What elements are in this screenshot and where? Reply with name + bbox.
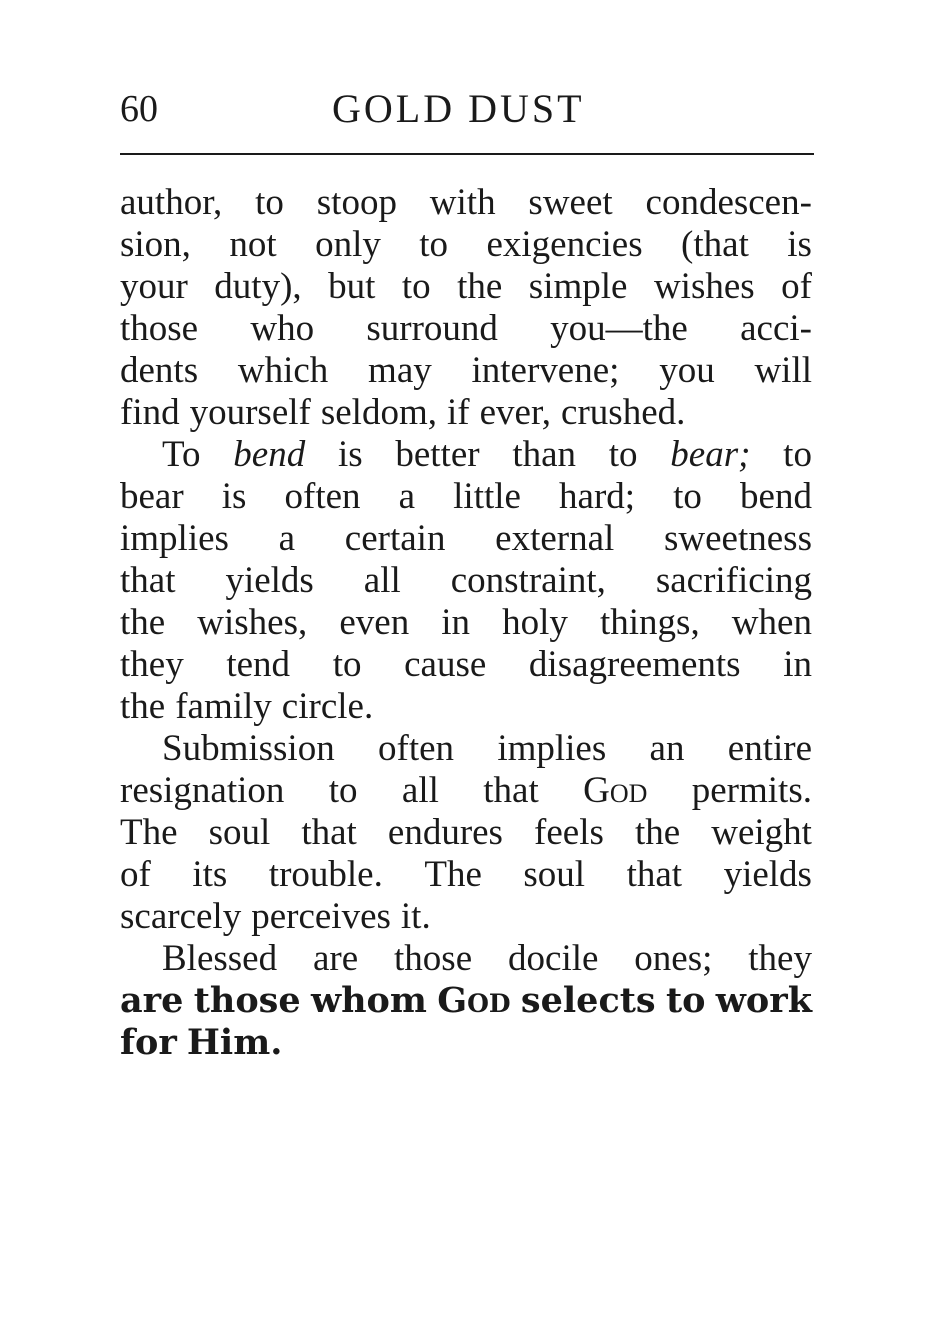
word: external [495, 518, 615, 559]
text-line [120, 980, 812, 1022]
word: stoop [316, 182, 397, 223]
word: permits. [691, 770, 812, 811]
word: resignation [120, 770, 285, 811]
word: exigencies [486, 224, 643, 265]
word: to [608, 434, 638, 475]
word: crushed. [561, 392, 686, 433]
text-line [120, 854, 812, 896]
word: even [339, 602, 410, 643]
word: family [175, 686, 272, 727]
word: yields [723, 854, 812, 895]
word: the [120, 602, 166, 643]
word: God [437, 980, 511, 1021]
word: often [284, 476, 361, 517]
word: scarcely [120, 896, 242, 937]
page-header [120, 84, 814, 134]
word: selects [520, 980, 656, 1021]
word: will [754, 350, 812, 391]
word: yourself [189, 392, 311, 433]
word: those [120, 308, 199, 349]
word: constraint, [450, 560, 606, 601]
word: that [120, 560, 176, 601]
body-text [120, 182, 812, 1064]
word: for [120, 1022, 177, 1063]
word: may [368, 350, 432, 391]
word: but [328, 266, 376, 307]
word: is [221, 476, 247, 517]
word: the [634, 812, 681, 853]
text-line [120, 770, 812, 812]
word: feels [534, 812, 604, 853]
word: ever, [479, 392, 552, 433]
word: than [512, 434, 577, 475]
word: an [649, 728, 685, 769]
word: holy [502, 602, 568, 643]
word: you—the [550, 308, 688, 349]
word: To [162, 434, 201, 475]
word: find [120, 392, 180, 433]
word: implies [120, 518, 229, 559]
word: soul [523, 854, 586, 895]
word: not [229, 224, 277, 265]
word: are [312, 938, 359, 979]
word: that [626, 854, 683, 895]
word: the [120, 686, 166, 727]
word: only [315, 224, 381, 265]
word: often [378, 728, 455, 769]
word: whom [310, 980, 427, 1021]
word: to [783, 434, 812, 475]
word: things, [600, 602, 700, 643]
text-line [120, 476, 812, 518]
word: Him. [186, 1022, 283, 1063]
word: in [783, 644, 812, 685]
word: that [483, 770, 539, 811]
word: they [120, 644, 184, 685]
word: acci- [740, 308, 812, 349]
word: wishes, [197, 602, 308, 643]
word: those [193, 980, 301, 1021]
word: little [453, 476, 521, 517]
word: sweet [528, 182, 613, 223]
word: to [401, 266, 431, 307]
word: cause [404, 644, 487, 685]
word: in [441, 602, 471, 643]
word: soul [208, 812, 271, 853]
word: all [401, 770, 439, 811]
word: it. [400, 896, 431, 937]
word: perceives [251, 896, 391, 937]
text-line [120, 728, 812, 770]
word: a [278, 518, 296, 559]
word: The [120, 812, 178, 853]
word: to [328, 770, 358, 811]
word: with [429, 182, 496, 223]
word: of [781, 266, 812, 307]
word: Blessed [162, 938, 278, 979]
word: bear; [670, 434, 751, 475]
word: hard; [559, 476, 636, 517]
text-line [120, 1022, 812, 1064]
word: condescen- [645, 182, 812, 223]
word: sweetness [664, 518, 812, 559]
word: sion, [120, 224, 191, 265]
word: duty), [214, 266, 302, 307]
word: to [419, 224, 449, 265]
word: of [120, 854, 151, 895]
word: endures [387, 812, 503, 853]
word: seldom, [320, 392, 437, 433]
word: implies [497, 728, 607, 769]
word: tend [226, 644, 291, 685]
text-line [120, 224, 812, 266]
word: to [332, 644, 362, 685]
word: surround [366, 308, 498, 349]
word: to [255, 182, 284, 223]
word: Submission [162, 728, 335, 769]
word: they [748, 938, 812, 979]
word: (that [681, 224, 749, 265]
word: wishes [653, 266, 755, 307]
word: to [665, 980, 706, 1021]
text-line [120, 644, 812, 686]
word: those [394, 938, 473, 979]
word: trouble. [268, 854, 383, 895]
word: weight [711, 812, 812, 853]
word: a [398, 476, 416, 517]
word: God [583, 770, 648, 811]
word: yields [225, 560, 314, 601]
word: work [715, 980, 812, 1021]
word: bear [120, 476, 184, 517]
word: certain [344, 518, 446, 559]
text-line [120, 392, 812, 434]
running-title: GOLD DUST [332, 86, 585, 131]
word: bend [233, 434, 306, 475]
word: dents [120, 350, 199, 391]
header-rule [120, 153, 814, 155]
word: when [731, 602, 812, 643]
word: ones; [634, 938, 713, 979]
text-line [120, 182, 812, 224]
word: the [457, 266, 503, 307]
text-line [120, 308, 812, 350]
word: entire [727, 728, 812, 769]
word: your [120, 266, 188, 307]
word: simple [528, 266, 628, 307]
word: circle. [281, 686, 374, 727]
text-line [120, 602, 812, 644]
word: you [659, 350, 715, 391]
word: better [395, 434, 480, 475]
text-line [120, 938, 812, 980]
word: The [424, 854, 482, 895]
word: sacrificing [655, 560, 812, 601]
word: if [447, 392, 470, 433]
word: author, [120, 182, 223, 223]
text-line [120, 434, 812, 476]
word: which [237, 350, 329, 391]
word: is [787, 224, 812, 265]
word: disagreements [528, 644, 741, 685]
word: intervene; [471, 350, 620, 391]
word: who [250, 308, 315, 349]
text-line [120, 350, 812, 392]
text-line [120, 686, 812, 728]
word: docile [508, 938, 599, 979]
text-line [120, 560, 812, 602]
word: that [301, 812, 357, 853]
word: to [673, 476, 702, 517]
text-line [120, 812, 812, 854]
word: all [363, 560, 401, 601]
text-line [120, 896, 812, 938]
word: are [120, 980, 184, 1021]
word: is [337, 434, 363, 475]
page-number: 60 [120, 88, 158, 130]
text-line [120, 266, 812, 308]
text-line [120, 518, 812, 560]
word: its [192, 854, 228, 895]
word: bend [740, 476, 812, 517]
